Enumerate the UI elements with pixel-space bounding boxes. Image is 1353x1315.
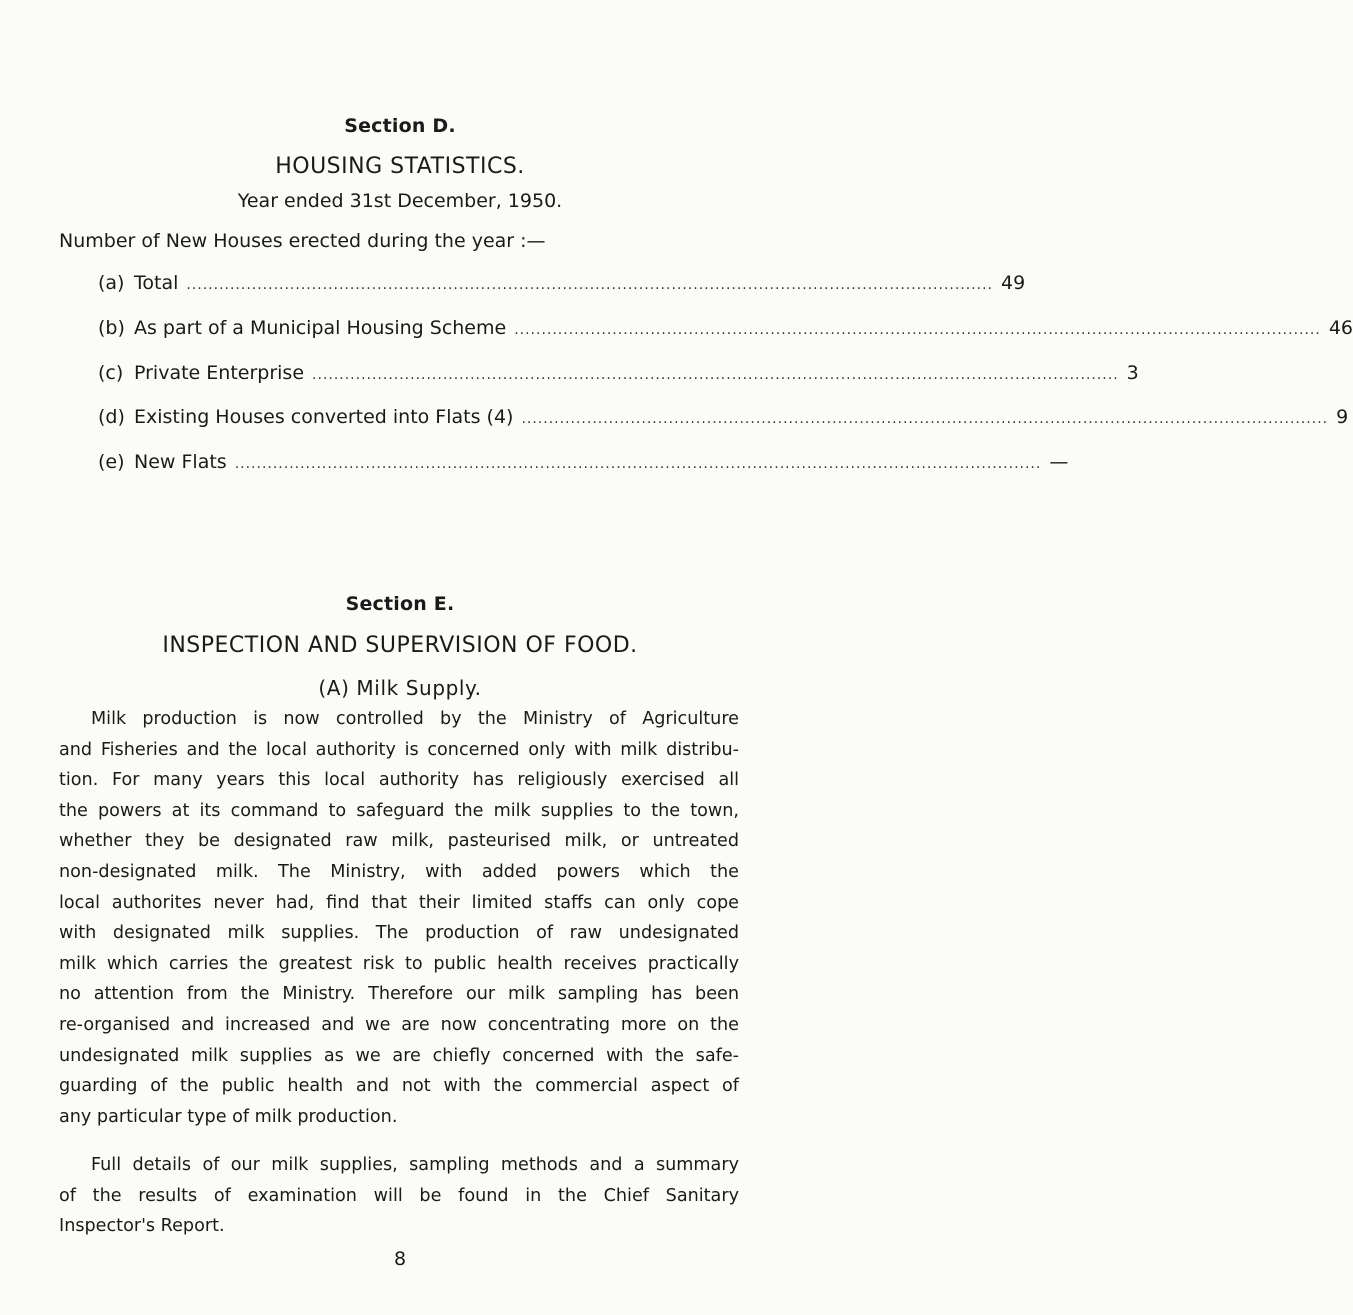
item-letter: (a) [98,272,125,294]
housing-item-e [98,451,1069,477]
paragraph-line: guarding of the public health and not with the commercial aspect of [59,1076,739,1097]
paragraph-line: undesignated milk supplies as we are chiefly concerned with the safe- [59,1045,739,1066]
paragraph-line: Milk production is now controlled by the Ministry of Agriculture [91,709,739,729]
paragraph-line: and Fisheries and the local authority is concerned only with milk distribu- [59,739,739,760]
new-houses-intro: Number of New Houses erected during the year :— [59,230,546,252]
item-letter: (d) [98,406,125,428]
paragraph-line: of the results of examination will be found in the Chief Sanitary [59,1185,739,1206]
paragraph-line: non-designated milk. The Ministry, with added powers which the [59,861,739,882]
housing-item-a [98,272,1026,298]
section-d-heading: Section D. [344,115,456,137]
item-value: 9 [1336,406,1349,428]
paragraph-line: tion. For many years this local authority has religiously exercised all [59,770,739,791]
paragraph-line: with designated milk supplies. The production of raw undesignated [59,923,739,944]
page-number: 8 [393,1248,407,1270]
paragraph-line: no attention from the Ministry. Therefore our milk sampling has been [59,984,739,1005]
paragraph-line: local authorites never had, find that their limited staffs can only cope [59,892,739,913]
paragraph-line: any particular type of milk production. [59,1106,398,1127]
inspection-food-title: INSPECTION AND SUPERVISION OF FOOD. [162,633,638,658]
paragraph-line: Inspector's Report. [59,1216,225,1237]
paragraph-line: whether they be designated raw milk, pasteurised milk, or untreated [59,831,739,852]
item-value: 3 [1126,362,1139,384]
leader-dots: .................................................................................................................................................... [312,367,1119,383]
section-e-heading: Section E. [345,593,455,615]
item-label: As part of a Municipal Housing Scheme [134,317,507,339]
item-letter: (b) [98,317,125,339]
milk-paragraph-2 [59,1150,739,1242]
item-letter: (c) [98,362,124,384]
item-value: 46 [1328,317,1353,339]
paragraph-line: milk which carries the greatest risk to public health receives practically [59,953,739,974]
item-letter: (e) [98,451,125,473]
housing-item-b [98,317,1353,343]
item-label: Private Enterprise [134,362,305,384]
leader-dots: .................................................................................................................................................... [234,456,1042,472]
housing-statistics-title: HOUSING STATISTICS. [275,154,525,179]
item-label: New Flats [134,451,227,473]
housing-item-c [98,362,1139,388]
item-label: Total [134,272,179,294]
item-label: Existing Houses converted into Flats (4) [134,406,514,428]
milk-paragraph-1 [59,704,739,1132]
paragraph-line: Full details of our milk supplies, sampling methods and a summary [91,1155,739,1175]
milk-supply-subheading: (A) Milk Supply. [318,676,482,700]
year-ended-subtitle: Year ended 31st December, 1950. [237,190,563,212]
leader-dots: .................................................................................................................................................... [186,277,994,293]
leader-dots: .................................................................................................................................................... [521,411,1329,427]
paragraph-line: re-organised and increased and we are now concentrating more on the [59,1014,739,1035]
item-value: 49 [1001,272,1026,294]
item-value: — [1049,451,1069,473]
paragraph-line: the powers at its command to safeguard the milk supplies to the town, [59,800,739,821]
leader-dots: .................................................................................................................................................... [514,322,1321,338]
housing-item-d [98,406,1349,432]
